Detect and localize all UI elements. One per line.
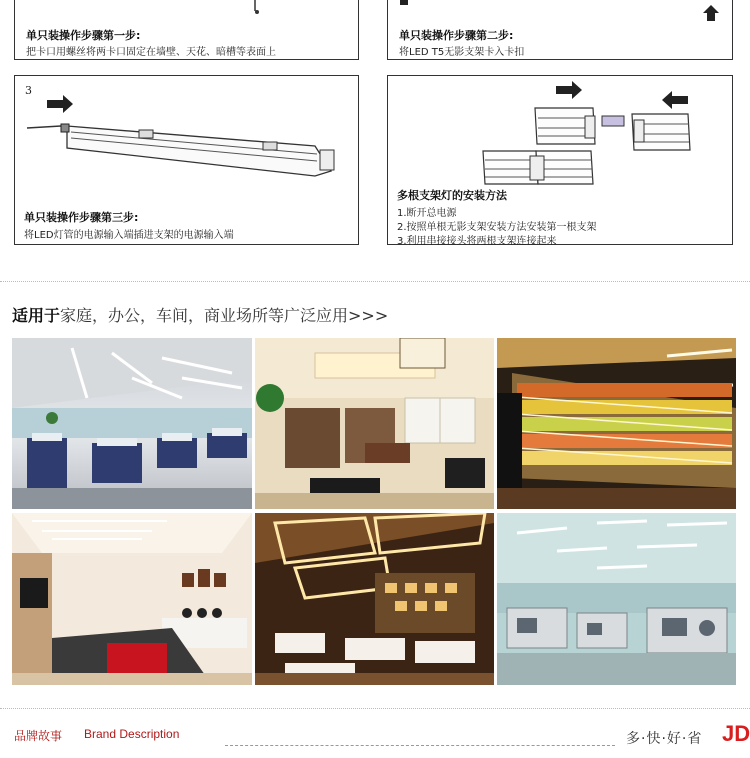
step-3-number: 3 [25, 84, 32, 97]
workshop-photo [497, 513, 736, 685]
step-1-diagram [15, 0, 360, 29]
headline-bold: 适用于 [12, 306, 61, 325]
brand-story-title: 品牌故事 [14, 729, 63, 743]
multi-install-title: 多根支架灯的安装方法 [397, 189, 507, 202]
brand-description-title: Brand Description [84, 727, 180, 741]
headline-rest: 家庭，办公，车间，商业场所等广泛应用>>> [60, 306, 389, 325]
step-1-box [14, 0, 359, 60]
footer-dashed-line [225, 745, 615, 746]
step-3-title: 单只装操作步骤第三步: [24, 211, 139, 224]
step-1-title: 单只装操作步骤第一步: [26, 29, 141, 42]
multi-install-item-1: 1.断开总电源 [397, 208, 457, 219]
section-divider [0, 281, 750, 282]
supermarket-photo [497, 338, 736, 509]
multi-fixture-diagram [388, 76, 734, 191]
multi-install-item-3: 3.利用串接接头将两根支架连接起来 [397, 236, 557, 247]
arrow-right-icon [47, 95, 73, 113]
jd-slogan: 多·快·好·省 [626, 731, 703, 747]
multi-install-box [387, 75, 733, 245]
led-tube-diagram [15, 76, 360, 186]
footer-divider [0, 708, 750, 709]
application-headline [12, 303, 388, 326]
step-3-desc: 将LED灯管的电源输入端插进支架的电源输入端 [24, 230, 234, 241]
restaurant-photo [255, 513, 494, 685]
step-2-title: 单只装操作步骤第二步: [399, 29, 514, 42]
step-2-diagram [388, 0, 734, 29]
step-2-desc: 将LED T5无影支架卡入卡扣 [399, 47, 525, 58]
office-photo [12, 338, 252, 509]
arrow-right-icon [556, 81, 582, 99]
step-1-desc: 把卡口用螺丝将两卡口固定在墙壁、天花、暗槽等表面上 [26, 47, 276, 58]
step-2-box [387, 0, 733, 60]
multi-install-item-2: 2.按照单根无影支架安装方法安装第一根支架 [397, 222, 597, 233]
jd-logo: JD [722, 721, 750, 746]
arrow-left-icon [662, 91, 688, 109]
executive-office-photo [255, 338, 494, 509]
living-room-photo [12, 513, 252, 685]
step-3-box [14, 75, 359, 245]
